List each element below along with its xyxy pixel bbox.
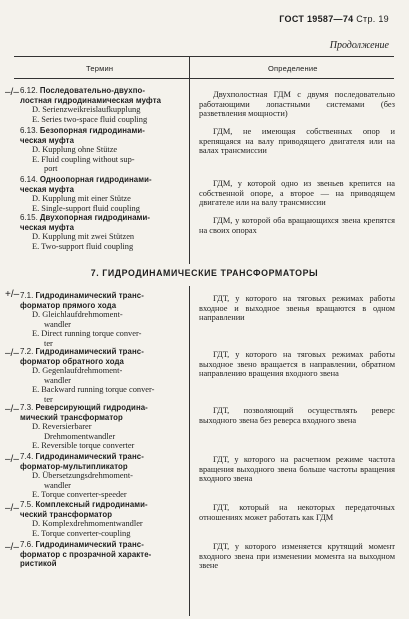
definition-cell bbox=[199, 216, 395, 235]
definition-text: ГДМ, не имеющая собственных опор и крепящаяся на валу приводящего двигателя или на валах трансмиссии bbox=[199, 127, 395, 156]
term-cell bbox=[20, 347, 190, 405]
table-top-rule bbox=[14, 56, 394, 57]
section-title: 7. ГИДРОДИНАМИЧЕСКИЕ ТРАНСФОРМАТОРЫ bbox=[90, 268, 319, 278]
term-ru-line bbox=[20, 347, 190, 357]
margin-check-mark: –/– bbox=[5, 542, 19, 553]
definition-cell bbox=[199, 503, 395, 522]
term-english: E. Reversible torque converter bbox=[32, 441, 135, 451]
margin-check-mark: –/– bbox=[5, 87, 19, 98]
column-header-term: Термин bbox=[86, 64, 114, 73]
term-ru-text: ческая муфта bbox=[20, 135, 75, 145]
term-ru-line bbox=[20, 540, 190, 550]
definition-cell bbox=[199, 406, 395, 425]
term-ru-text: Реверсирующий гидродина- bbox=[35, 403, 148, 412]
definition-cell bbox=[199, 90, 395, 119]
definition-text: ГДМ, у которой одно из звеньев крепится на собственной опоре, а второе — на приводящем двигателе или на валу трансмиссии bbox=[199, 179, 395, 208]
term-continuation: wandler bbox=[44, 375, 71, 385]
term-english: E. Series two-space fluid coupling bbox=[32, 114, 148, 124]
page-number: Стр. 19 bbox=[356, 14, 389, 24]
term-ru-text: ческая муфта bbox=[20, 184, 75, 194]
definition-text: ГДТ, позволяющий осуществлять реверс выходного звена без реверса входного звена bbox=[199, 406, 395, 425]
term-continuation: ter bbox=[44, 394, 53, 404]
term-ru-text: форматор прямого хода bbox=[20, 300, 117, 310]
term-number: 6.15. bbox=[20, 213, 38, 222]
term-german: D. Komplexdrehmomentwandler bbox=[32, 519, 143, 529]
term-english: E. Single-support fluid coupling bbox=[32, 203, 140, 213]
column-divider-header bbox=[189, 56, 190, 78]
definition-cell bbox=[199, 455, 395, 484]
term-ru-text: форматор с прозрачной характе- bbox=[20, 549, 152, 559]
term-ru-line bbox=[20, 403, 190, 413]
term-english: E. Torque converter-speeder bbox=[32, 490, 127, 500]
definition-cell bbox=[199, 127, 395, 156]
term-cell bbox=[20, 213, 190, 251]
term-ru-line bbox=[20, 500, 190, 510]
term-ru-line bbox=[20, 291, 190, 301]
term-ru-text: ристикой bbox=[20, 559, 57, 569]
term-ru-line bbox=[20, 86, 190, 96]
term-english: E. Direct running torque conver- bbox=[32, 329, 142, 339]
table-header-rule bbox=[14, 78, 394, 79]
term-cell bbox=[20, 452, 190, 500]
term-cell bbox=[20, 175, 190, 213]
term-german: D. Übersetzungsdrehmoment- bbox=[32, 471, 133, 481]
term-number: 7.3. bbox=[20, 403, 34, 412]
gost-number: ГОСТ 19587—74 bbox=[279, 14, 354, 24]
term-ru-text: Гидродинамический транс- bbox=[35, 291, 144, 300]
term-continuation: Drehmomentwandler bbox=[44, 431, 116, 441]
term-ru-text: Гидродинамический транс- bbox=[35, 540, 144, 549]
definition-cell bbox=[199, 542, 395, 571]
term-ru-text: форматор обратного хода bbox=[20, 356, 124, 366]
definition-cell bbox=[199, 179, 395, 208]
term-cell bbox=[20, 540, 190, 569]
term-number: 7.5. bbox=[20, 500, 34, 509]
term-number: 6.12. bbox=[20, 86, 38, 95]
term-cell bbox=[20, 403, 190, 451]
term-number: 7.2. bbox=[20, 347, 34, 356]
term-ru-text: Гидродинамический транс- bbox=[35, 452, 144, 461]
definition-text: ГДТ, у которого изменяется крутящий момент входного звена при изменении момента на выходном звене bbox=[199, 542, 395, 571]
term-number: 6.14. bbox=[20, 175, 38, 184]
margin-check-mark: –/– bbox=[5, 404, 19, 415]
term-ru-text: Двухопорная гидродинами- bbox=[39, 213, 151, 222]
term-ru-line bbox=[20, 213, 190, 223]
term-ru-text: ческий трансформатор bbox=[20, 509, 113, 519]
term-ru-text: Комплексный гидродинами- bbox=[35, 500, 148, 509]
term-german: D. Kupplung mit einer Stütze bbox=[32, 194, 131, 204]
term-ru-text: лостная гидродинамическая муфта bbox=[20, 95, 162, 105]
term-number: 7.6. bbox=[20, 540, 34, 549]
term-ru-text: Гидродинамический транс- bbox=[35, 347, 144, 356]
definition-text: ГДТ, который на некоторых передаточных отношениях может работать как ГДМ bbox=[199, 503, 395, 522]
term-german: D. Kupplung ohne Stütze bbox=[32, 145, 118, 155]
margin-check-mark: –/– bbox=[5, 348, 19, 359]
definition-text: ГДТ, у которого на расчетном режиме частота вращения выходного звена больше частоты вращения входного звена bbox=[199, 455, 395, 484]
term-continuation: wandler bbox=[44, 480, 71, 490]
term-cell bbox=[20, 86, 190, 124]
term-ru-line bbox=[20, 452, 190, 462]
term-continuation: wandler bbox=[44, 319, 71, 329]
term-ru-text: Безопорная гидродинами- bbox=[39, 126, 145, 135]
definition-cell bbox=[199, 294, 395, 323]
term-cell bbox=[20, 500, 190, 538]
term-german: D. Serienzweikreislaufkupplung bbox=[32, 105, 141, 115]
continued-label: Продолжение bbox=[329, 40, 389, 51]
term-continuation: port bbox=[44, 164, 58, 174]
term-english: E. Two-support fluid coupling bbox=[32, 241, 134, 251]
term-cell bbox=[20, 126, 190, 174]
definition-text: ГДМ, у которой оба вращающихся звена крепятся на своих опорах bbox=[199, 216, 395, 235]
margin-check-mark: –/– bbox=[5, 503, 19, 514]
term-number: 7.1. bbox=[20, 291, 34, 300]
term-english: E. Torque converter-coupling bbox=[32, 528, 131, 538]
term-number: 7.4. bbox=[20, 452, 34, 461]
term-english: E. Backward running torque conver- bbox=[32, 385, 155, 395]
definition-text: ГДТ, у которого на тяговых режимах работы входное и выходное звенья вращаются в одном направлении bbox=[199, 294, 395, 323]
term-ru-text: Последовательно-двухпо- bbox=[39, 86, 146, 95]
term-ru-text: форматор-мультипликатор bbox=[20, 461, 128, 471]
term-ru-line bbox=[20, 126, 190, 136]
term-continuation: ter bbox=[44, 338, 53, 348]
definition-text: Двухполостная ГДМ с двумя последовательно работающими лопастными системами (без разветвления мощности) bbox=[199, 90, 395, 119]
term-number: 6.13. bbox=[20, 126, 38, 135]
margin-check-mark: +/– bbox=[5, 289, 20, 300]
term-ru-line bbox=[20, 175, 190, 185]
term-english: E. Fluid coupling without sup- bbox=[32, 154, 135, 164]
definition-cell bbox=[199, 350, 395, 379]
term-german: D. Kupplung mit zwei Stützen bbox=[32, 232, 135, 242]
term-ru-text: Одноопорная гидродинами- bbox=[39, 175, 152, 184]
definition-text: ГДТ, у которого на тяговых режимах работы выходное звено вращается в направлении, обратном направлению вращения входного звена bbox=[199, 350, 395, 379]
page-header bbox=[279, 14, 389, 24]
term-german: D. Gleichlaufdrehmoment- bbox=[32, 310, 123, 320]
term-german: D. Gegenlaufdrehmoment- bbox=[32, 366, 123, 376]
term-ru-text: мический трансформатор bbox=[20, 412, 123, 422]
term-ru-text: ческая муфта bbox=[20, 222, 75, 232]
column-header-definition: Определение bbox=[268, 64, 318, 73]
term-cell bbox=[20, 291, 190, 349]
term-german: D. Reversierbarer bbox=[32, 422, 92, 432]
margin-check-mark: –/– bbox=[5, 454, 19, 465]
